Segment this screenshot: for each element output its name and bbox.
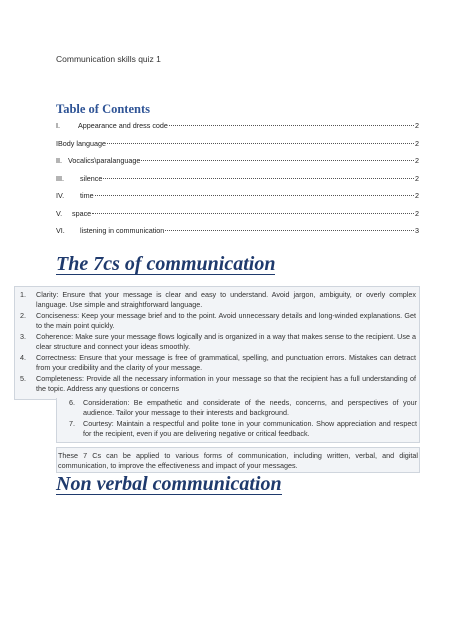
list-item-text: Completeness: Provide all the necessary information in your message so that the recipient has a full understanding of the topic. Address any questions or concerns: [36, 374, 416, 394]
table-of-contents: [56, 121, 419, 244]
toc-entry-number: VI.: [56, 226, 65, 235]
toc-entry-page: 2: [415, 191, 419, 200]
toc-entry-label: listening in communication: [80, 226, 165, 235]
toc-leader-dots: [165, 230, 414, 231]
toc-entry[interactable]: [56, 226, 419, 244]
list-item-text: Conciseness: Keep your message brief and to the point. Avoid unnecessary details and long-winded explanations. Get to the main point quickly.: [36, 311, 416, 331]
list-item: [69, 398, 417, 419]
toc-leader-dots: [103, 178, 414, 179]
toc-entry-page: 2: [415, 208, 419, 218]
list-item-number: 2.: [20, 311, 26, 320]
toc-entry[interactable]: [56, 209, 419, 227]
page-header: Communication skills quiz 1: [56, 54, 161, 64]
list-item: [20, 353, 416, 374]
toc-leader-dots: [95, 195, 414, 196]
toc-leader-dots: [141, 160, 414, 161]
toc-entry[interactable]: [56, 156, 419, 174]
toc-entry-page: 2: [415, 173, 419, 183]
list-item-number: 1.: [20, 290, 26, 299]
toc-entry[interactable]: [56, 174, 419, 192]
list-item-text: Clarity: Ensure that your message is clear and easy to understand. Avoid jargon, ambiguity, or overly complex language. Use simple and straightforward language.: [36, 290, 416, 310]
section-heading-nonverbal: Non verbal communication: [56, 473, 282, 495]
toc-entry-page: 2: [415, 121, 419, 130]
list-item-text: Coherence: Make sure your message flows logically and is organized in a way that makes sense to the recipient. Use a clear structure and connect your ideas smoothly.: [36, 332, 416, 352]
toc-leader-dots: [92, 213, 414, 214]
toc-entry-page: 3: [415, 226, 419, 235]
list-item: [20, 311, 416, 332]
toc-entry-label: Vocalics\paralanguage: [68, 156, 141, 165]
toc-leader-dots: [107, 143, 414, 144]
toc-entry-label: IBody language: [56, 138, 106, 148]
list-item-number: 6.: [69, 398, 75, 407]
toc-entry-label: space: [72, 208, 92, 218]
list-item-number: 3.: [20, 332, 26, 341]
toc-leader-dots: [169, 125, 414, 126]
toc-entry-number: V.: [56, 208, 63, 218]
list-item-number: 7.: [69, 419, 75, 428]
toc-entry-number: IV.: [56, 191, 65, 200]
toc-entry[interactable]: [56, 139, 419, 157]
list-item-text: Correctness: Ensure that your message is free of grammatical, spelling, and punctuation errors. Mistakes can detract from your credibility and the clarity of your message.: [36, 353, 416, 373]
toc-entry-label: silence: [80, 173, 103, 183]
section-heading-7cs: The 7cs of communication: [56, 253, 276, 275]
list-item-number: 5.: [20, 374, 26, 383]
list-item: [20, 290, 416, 311]
summary-paragraph: These 7 Cs can be applied to various forms of communication, including written, verbal, and digital communication, to improve the effectiveness and impact of your messages.: [58, 451, 418, 471]
list-item-text: Courtesy: Maintain a respectful and polite tone in your communication. Show appreciation and respect for the recipient, even if you are delivering negative or critical feedback.: [83, 419, 417, 439]
list-item: [20, 374, 416, 395]
toc-entry-label: time: [80, 191, 94, 200]
toc-entry[interactable]: [56, 121, 419, 139]
toc-entry-number: I.: [56, 121, 60, 130]
toc-entry-number: III.: [56, 173, 64, 183]
toc-entry[interactable]: [56, 191, 419, 209]
toc-title: Table of Contents: [56, 102, 150, 116]
toc-entry-label: Appearance and dress code: [78, 121, 168, 130]
list-item-number: 4.: [20, 353, 26, 362]
toc-entry-page: 2: [415, 156, 419, 165]
list-item: [20, 332, 416, 353]
list-item-text: Consideration: Be empathetic and considerate of the needs, concerns, and perspectives of your audience. Tailor your message to their interests and background.: [83, 398, 417, 418]
list-item: [69, 419, 417, 440]
toc-entry-number: II.: [56, 156, 62, 165]
toc-entry-page: 2: [415, 138, 419, 148]
